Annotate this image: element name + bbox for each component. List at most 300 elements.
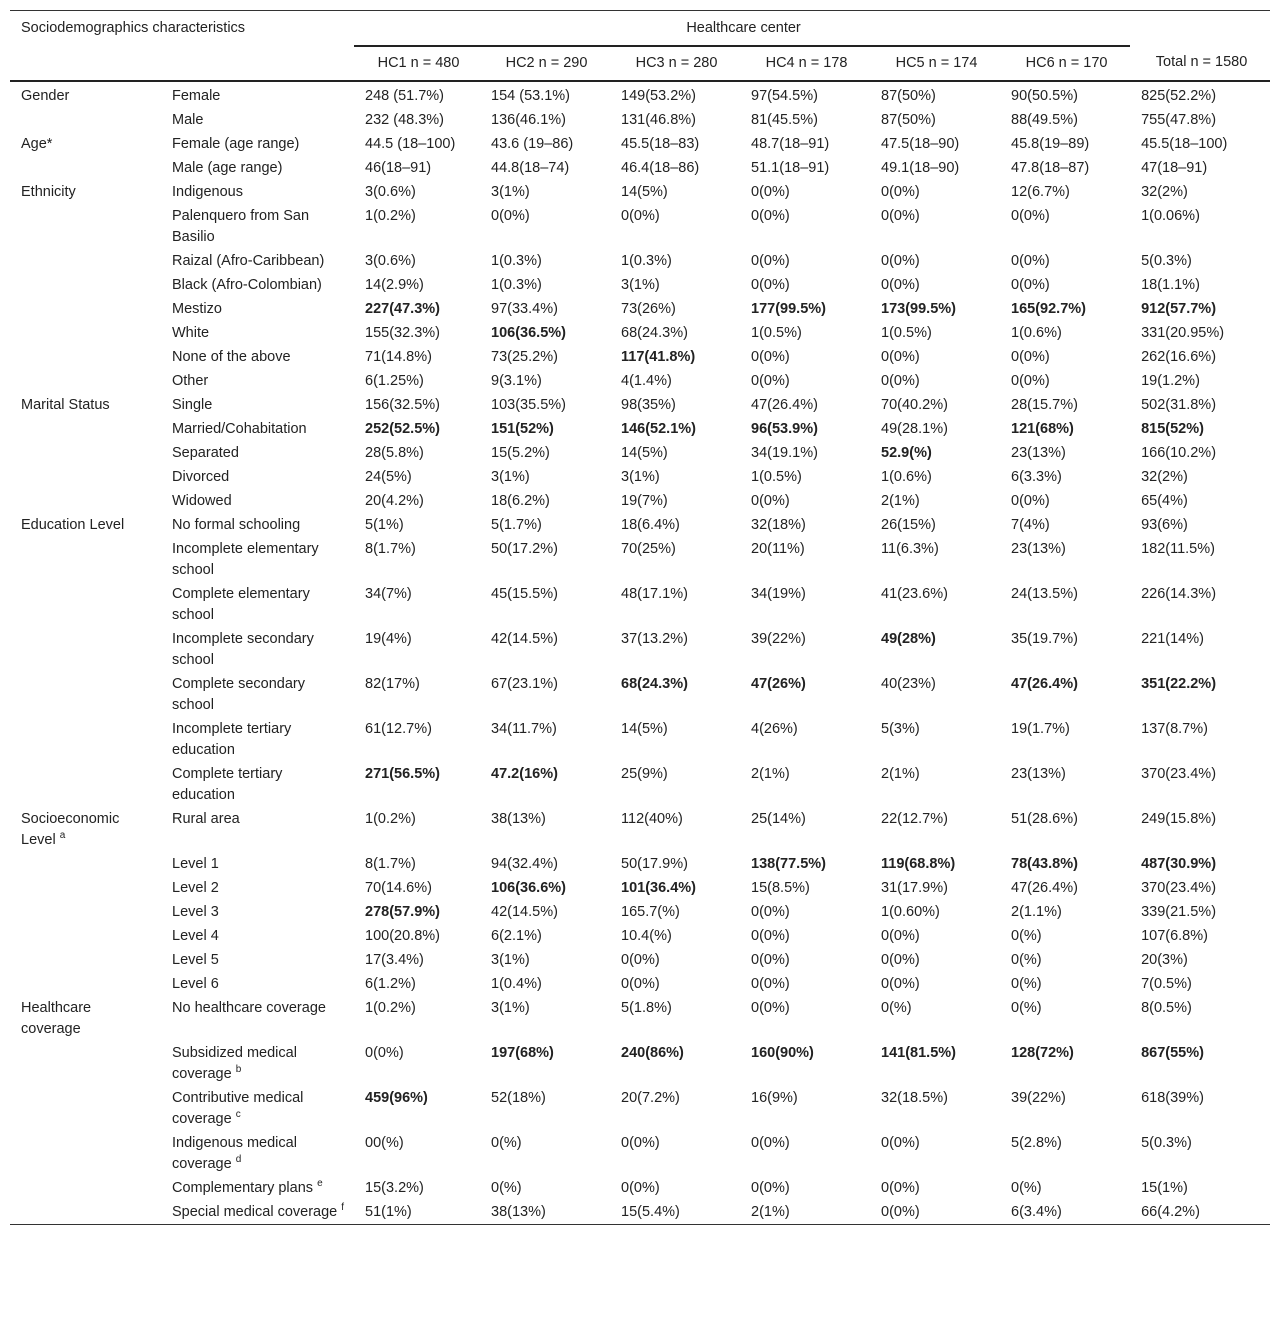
value-cell bbox=[1130, 924, 1270, 948]
table-row bbox=[10, 996, 1270, 1041]
table-row bbox=[10, 297, 1270, 321]
cell-value: 0(0%) bbox=[751, 976, 790, 992]
cell-value: 0(0%) bbox=[751, 253, 790, 269]
cell-value: 45.5(18–100) bbox=[1141, 136, 1228, 152]
value-cell bbox=[480, 465, 610, 489]
value-cell bbox=[1000, 948, 1130, 972]
cell-value: 20(7.2%) bbox=[621, 1090, 680, 1106]
cell-value: 12(6.7%) bbox=[1011, 184, 1070, 200]
value-cell bbox=[1000, 582, 1130, 627]
value-cell bbox=[1000, 204, 1130, 249]
value-cell bbox=[1130, 273, 1270, 297]
value-cell bbox=[354, 108, 480, 132]
row-label: Separated bbox=[172, 445, 239, 461]
row-label: Female (age range) bbox=[172, 136, 300, 152]
cell-value: 78(43.8%) bbox=[1011, 856, 1078, 872]
value-cell bbox=[1130, 900, 1270, 924]
value-cell bbox=[1000, 108, 1130, 132]
value-cell bbox=[870, 1176, 1000, 1200]
category-cell bbox=[10, 627, 161, 672]
table-row bbox=[10, 672, 1270, 717]
value-cell bbox=[870, 132, 1000, 156]
cell-value: 7(4%) bbox=[1011, 517, 1050, 533]
value-cell bbox=[354, 717, 480, 762]
row-label: No formal schooling bbox=[172, 517, 301, 533]
row-label-cell bbox=[161, 204, 354, 249]
value-cell bbox=[870, 996, 1000, 1041]
value-cell bbox=[480, 948, 610, 972]
cell-value: 67(23.1%) bbox=[491, 676, 558, 692]
value-cell bbox=[610, 996, 740, 1041]
cell-value: 1(0.5%) bbox=[751, 325, 802, 341]
value-cell bbox=[1000, 1176, 1130, 1200]
value-cell bbox=[740, 582, 870, 627]
cell-value: 32(18%) bbox=[751, 517, 806, 533]
value-cell bbox=[870, 1041, 1000, 1086]
value-cell bbox=[740, 996, 870, 1041]
value-cell bbox=[1000, 762, 1130, 807]
cell-value: 0(0%) bbox=[751, 1000, 790, 1016]
value-cell bbox=[1000, 1200, 1130, 1225]
value-cell bbox=[870, 180, 1000, 204]
category-cell bbox=[10, 876, 161, 900]
value-cell bbox=[610, 672, 740, 717]
cell-value: 1(0.06%) bbox=[1141, 208, 1200, 224]
row-label-cell bbox=[161, 321, 354, 345]
cell-value: 1(0.6%) bbox=[881, 469, 932, 485]
cell-value: 5(1.8%) bbox=[621, 1000, 672, 1016]
cell-value: 5(1.7%) bbox=[491, 517, 542, 533]
cell-value: 42(14.5%) bbox=[491, 904, 558, 920]
value-cell bbox=[354, 465, 480, 489]
cell-value: 70(14.6%) bbox=[365, 880, 432, 896]
row-label: Complete secondary school bbox=[172, 676, 305, 713]
cell-value: 17(3.4%) bbox=[365, 952, 424, 968]
cell-value: 8(0.5%) bbox=[1141, 1000, 1192, 1016]
value-cell bbox=[1000, 156, 1130, 180]
table-row bbox=[10, 1200, 1270, 1225]
cell-value: 0(0%) bbox=[751, 952, 790, 968]
cell-value: 0(0%) bbox=[751, 493, 790, 509]
row-label-cell bbox=[161, 273, 354, 297]
row-label-cell bbox=[161, 441, 354, 465]
value-cell bbox=[870, 1086, 1000, 1131]
category-cell bbox=[10, 807, 161, 852]
value-cell bbox=[1000, 717, 1130, 762]
cell-value: 61(12.7%) bbox=[365, 721, 432, 737]
cell-value: 1(0.3%) bbox=[491, 277, 542, 293]
category-label: Healthcare coverage bbox=[21, 1000, 92, 1037]
value-cell bbox=[1130, 672, 1270, 717]
cell-value: 9(3.1%) bbox=[491, 373, 542, 389]
cell-value: 0(0%) bbox=[621, 952, 660, 968]
table-row bbox=[10, 321, 1270, 345]
cell-value: 156(32.5%) bbox=[365, 397, 440, 413]
cell-value: 0(0%) bbox=[751, 349, 790, 365]
cell-value: 97(54.5%) bbox=[751, 88, 818, 104]
cell-value: 5(1%) bbox=[365, 517, 404, 533]
value-cell bbox=[1130, 297, 1270, 321]
row-label-cell bbox=[161, 465, 354, 489]
cell-value: 52.9(%) bbox=[881, 445, 932, 461]
cell-value: 32(2%) bbox=[1141, 184, 1188, 200]
table-row bbox=[10, 369, 1270, 393]
cell-value: 248 (51.7%) bbox=[365, 88, 445, 104]
cell-value: 0(0%) bbox=[881, 208, 920, 224]
value-cell bbox=[1130, 582, 1270, 627]
value-cell bbox=[610, 537, 740, 582]
table-row bbox=[10, 513, 1270, 537]
category-label: Ethnicity bbox=[21, 184, 76, 200]
cell-value: 5(0.3%) bbox=[1141, 253, 1192, 269]
row-label-cell bbox=[161, 249, 354, 273]
cell-value: 0(0%) bbox=[751, 373, 790, 389]
cell-value: 2(1%) bbox=[881, 766, 920, 782]
category-cell bbox=[10, 1086, 161, 1131]
category-cell bbox=[10, 948, 161, 972]
cell-value: 136(46.1%) bbox=[491, 112, 566, 128]
table-row bbox=[10, 393, 1270, 417]
row-label: Level 2 bbox=[172, 880, 219, 896]
row-label: Level 3 bbox=[172, 904, 219, 920]
value-cell bbox=[1000, 417, 1130, 441]
cell-value: 618(39%) bbox=[1141, 1090, 1204, 1106]
cell-value: 0(0%) bbox=[621, 976, 660, 992]
cell-value: 48(17.1%) bbox=[621, 586, 688, 602]
row-label-cell bbox=[161, 345, 354, 369]
cell-value: 107(6.8%) bbox=[1141, 928, 1208, 944]
value-cell bbox=[740, 465, 870, 489]
category-cell bbox=[10, 996, 161, 1041]
value-cell bbox=[870, 273, 1000, 297]
table-title: Sociodemographics characteristics bbox=[21, 20, 246, 36]
category-label: Gender bbox=[21, 88, 70, 104]
row-label: Mestizo bbox=[172, 301, 222, 317]
value-cell bbox=[354, 369, 480, 393]
value-cell bbox=[610, 465, 740, 489]
cell-value: 38(13%) bbox=[491, 1204, 546, 1220]
column-header: HC3 n = 280 bbox=[610, 46, 740, 81]
value-cell bbox=[480, 672, 610, 717]
value-cell bbox=[480, 627, 610, 672]
row-label-cell bbox=[161, 489, 354, 513]
category-label: Marital Status bbox=[21, 397, 110, 413]
value-cell bbox=[1130, 489, 1270, 513]
value-cell bbox=[1130, 180, 1270, 204]
cell-value: 100(20.8%) bbox=[365, 928, 440, 944]
cell-value: 112(40%) bbox=[621, 811, 683, 827]
category-cell bbox=[10, 762, 161, 807]
cell-value: 0(0%) bbox=[881, 1135, 920, 1151]
cell-value: 11(6.3%) bbox=[881, 541, 939, 557]
row-label: Incomplete elementary school bbox=[172, 541, 319, 578]
cell-value: 14(5%) bbox=[621, 445, 668, 461]
cell-value: 6(3.4%) bbox=[1011, 1204, 1062, 1220]
value-cell bbox=[1000, 807, 1130, 852]
value-cell bbox=[610, 924, 740, 948]
row-label: Level 6 bbox=[172, 976, 219, 992]
value-cell bbox=[480, 807, 610, 852]
value-cell bbox=[480, 321, 610, 345]
cell-value: 1(0.5%) bbox=[881, 325, 932, 341]
value-cell bbox=[870, 537, 1000, 582]
column-header: HC2 n = 290 bbox=[480, 46, 610, 81]
table-row bbox=[10, 273, 1270, 297]
value-cell bbox=[870, 489, 1000, 513]
row-label: Level 4 bbox=[172, 928, 219, 944]
table-row bbox=[10, 972, 1270, 996]
value-cell bbox=[740, 180, 870, 204]
cell-value: 151(52%) bbox=[491, 421, 554, 437]
value-cell bbox=[1000, 972, 1130, 996]
category-cell bbox=[10, 717, 161, 762]
value-cell bbox=[870, 852, 1000, 876]
value-cell bbox=[480, 537, 610, 582]
category-cell bbox=[10, 513, 161, 537]
value-cell bbox=[1130, 717, 1270, 762]
category-cell bbox=[10, 582, 161, 627]
value-cell bbox=[610, 1086, 740, 1131]
value-cell bbox=[354, 1200, 480, 1225]
cell-value: 00(%) bbox=[365, 1135, 404, 1151]
value-cell bbox=[740, 900, 870, 924]
cell-value: 0(0%) bbox=[751, 1135, 790, 1151]
cell-value: 44.8(18–74) bbox=[491, 160, 570, 176]
cell-value: 0(0%) bbox=[881, 184, 920, 200]
cell-value: 0(0%) bbox=[1011, 493, 1050, 509]
value-cell bbox=[610, 582, 740, 627]
row-label: Special medical coverage bbox=[172, 1204, 338, 1220]
value-cell bbox=[480, 1086, 610, 1131]
table-row bbox=[10, 582, 1270, 627]
value-cell bbox=[870, 204, 1000, 249]
value-cell bbox=[480, 369, 610, 393]
value-cell bbox=[870, 876, 1000, 900]
value-cell bbox=[354, 180, 480, 204]
cell-value: 165.7(%) bbox=[621, 904, 680, 920]
cell-value: 1(0.3%) bbox=[491, 253, 542, 269]
cell-value: 96(53.9%) bbox=[751, 421, 818, 437]
cell-value: 5(3%) bbox=[881, 721, 920, 737]
value-cell bbox=[480, 132, 610, 156]
value-cell bbox=[870, 1131, 1000, 1176]
value-cell bbox=[1000, 672, 1130, 717]
table-row bbox=[10, 417, 1270, 441]
value-cell bbox=[740, 876, 870, 900]
row-label: Level 1 bbox=[172, 856, 219, 872]
value-cell bbox=[610, 345, 740, 369]
cell-value: 5(0.3%) bbox=[1141, 1135, 1192, 1151]
value-cell bbox=[740, 717, 870, 762]
cell-value: 182(11.5%) bbox=[1141, 541, 1215, 557]
value-cell bbox=[1000, 441, 1130, 465]
value-cell bbox=[870, 156, 1000, 180]
value-cell bbox=[354, 852, 480, 876]
row-label: Male bbox=[172, 112, 204, 128]
value-cell bbox=[740, 156, 870, 180]
cell-value: 73(26%) bbox=[621, 301, 676, 317]
value-cell bbox=[740, 672, 870, 717]
value-cell bbox=[480, 924, 610, 948]
category-cell bbox=[10, 180, 161, 204]
value-cell bbox=[480, 900, 610, 924]
value-cell bbox=[740, 273, 870, 297]
cell-value: 0(%) bbox=[1011, 1000, 1042, 1016]
value-cell bbox=[1000, 249, 1130, 273]
cell-value: 40(23%) bbox=[881, 676, 936, 692]
value-cell bbox=[870, 948, 1000, 972]
value-cell bbox=[1000, 852, 1130, 876]
table-row bbox=[10, 489, 1270, 513]
cell-value: 18(6.4%) bbox=[621, 517, 680, 533]
cell-value: 0(%) bbox=[1011, 952, 1042, 968]
footnote-marker: e bbox=[317, 1178, 323, 1190]
cell-value: 106(36.5%) bbox=[491, 325, 566, 341]
row-label: Indigenous medical coverage bbox=[172, 1135, 297, 1172]
cell-value: 50(17.9%) bbox=[621, 856, 688, 872]
row-label-cell bbox=[161, 108, 354, 132]
value-cell bbox=[740, 1200, 870, 1225]
row-label-cell bbox=[161, 762, 354, 807]
column-header: HC4 n = 178 bbox=[740, 46, 870, 81]
row-label-cell bbox=[161, 627, 354, 672]
row-label-cell bbox=[161, 972, 354, 996]
value-cell bbox=[1130, 996, 1270, 1041]
value-cell bbox=[354, 972, 480, 996]
value-cell bbox=[1000, 132, 1130, 156]
value-cell bbox=[1130, 807, 1270, 852]
row-label-cell bbox=[161, 672, 354, 717]
cell-value: 0(%) bbox=[491, 1135, 522, 1151]
value-cell bbox=[354, 627, 480, 672]
cell-value: 20(11%) bbox=[751, 541, 805, 557]
category-cell bbox=[10, 900, 161, 924]
value-cell bbox=[1130, 1041, 1270, 1086]
value-cell bbox=[1000, 273, 1130, 297]
cell-value: 6(1.2%) bbox=[365, 976, 416, 992]
value-cell bbox=[1000, 924, 1130, 948]
category-label: Age* bbox=[21, 136, 53, 152]
row-label: White bbox=[172, 325, 210, 341]
value-cell bbox=[1000, 369, 1130, 393]
cell-value: 166(10.2%) bbox=[1141, 445, 1217, 461]
blank-header bbox=[1130, 11, 1270, 47]
category-cell bbox=[10, 132, 161, 156]
value-cell bbox=[1000, 81, 1130, 108]
cell-value: 14(5%) bbox=[621, 184, 668, 200]
value-cell bbox=[480, 249, 610, 273]
category-cell bbox=[10, 441, 161, 465]
value-cell bbox=[610, 321, 740, 345]
value-cell bbox=[740, 852, 870, 876]
value-cell bbox=[480, 852, 610, 876]
column-header: HC5 n = 174 bbox=[870, 46, 1000, 81]
value-cell bbox=[354, 441, 480, 465]
value-cell bbox=[354, 762, 480, 807]
value-cell bbox=[740, 627, 870, 672]
row-label-cell bbox=[161, 369, 354, 393]
value-cell bbox=[740, 441, 870, 465]
cell-value: 8(1.7%) bbox=[365, 856, 416, 872]
cell-value: 47(26.4%) bbox=[1011, 880, 1078, 896]
value-cell bbox=[1130, 393, 1270, 417]
value-cell bbox=[610, 441, 740, 465]
value-cell bbox=[480, 180, 610, 204]
value-cell bbox=[354, 672, 480, 717]
footnote-marker: c bbox=[235, 1109, 241, 1121]
cell-value: 0(0%) bbox=[751, 208, 790, 224]
table-row bbox=[10, 1176, 1270, 1200]
cell-value: 47(18–91) bbox=[1141, 160, 1208, 176]
value-cell bbox=[610, 1131, 740, 1176]
cell-value: 87(50%) bbox=[881, 112, 936, 128]
category-cell bbox=[10, 156, 161, 180]
value-cell bbox=[740, 369, 870, 393]
value-cell bbox=[480, 489, 610, 513]
row-label-cell bbox=[161, 717, 354, 762]
cell-value: 98(35%) bbox=[621, 397, 676, 413]
cell-value: 262(16.6%) bbox=[1141, 349, 1217, 365]
category-cell bbox=[10, 465, 161, 489]
value-cell bbox=[870, 924, 1000, 948]
cell-value: 0(0%) bbox=[621, 1135, 660, 1151]
cell-value: 20(4.2%) bbox=[365, 493, 424, 509]
value-cell bbox=[610, 627, 740, 672]
cell-value: 82(17%) bbox=[365, 676, 420, 692]
cell-value: 0(0%) bbox=[365, 1045, 404, 1061]
cell-value: 32(18.5%) bbox=[881, 1090, 948, 1106]
value-cell bbox=[1130, 249, 1270, 273]
table-row bbox=[10, 249, 1270, 273]
cell-value: 34(19%) bbox=[751, 586, 806, 602]
cell-value: 15(8.5%) bbox=[751, 880, 810, 896]
value-cell bbox=[1000, 465, 1130, 489]
value-cell bbox=[1130, 465, 1270, 489]
value-cell bbox=[354, 582, 480, 627]
cell-value: 38(13%) bbox=[491, 811, 546, 827]
cell-value: 3(1%) bbox=[491, 184, 530, 200]
cell-value: 44.5 (18–100) bbox=[365, 136, 456, 152]
cell-value: 19(1.7%) bbox=[1011, 721, 1070, 737]
cell-value: 18(1.1%) bbox=[1141, 277, 1200, 293]
footnote-marker: b bbox=[235, 1064, 242, 1076]
category-cell bbox=[10, 924, 161, 948]
value-cell bbox=[870, 345, 1000, 369]
value-cell bbox=[870, 972, 1000, 996]
cell-value: 197(68%) bbox=[491, 1045, 554, 1061]
category-cell bbox=[10, 1176, 161, 1200]
value-cell bbox=[740, 108, 870, 132]
cell-value: 271(56.5%) bbox=[365, 766, 440, 782]
cell-value: 221(14%) bbox=[1141, 631, 1204, 647]
category-cell bbox=[10, 972, 161, 996]
cell-value: 66(4.2%) bbox=[1141, 1204, 1200, 1220]
value-cell bbox=[740, 1041, 870, 1086]
row-label-cell bbox=[161, 996, 354, 1041]
value-cell bbox=[610, 948, 740, 972]
cell-value: 23(13%) bbox=[1011, 445, 1066, 461]
value-cell bbox=[870, 807, 1000, 852]
cell-value: 815(52%) bbox=[1141, 421, 1204, 437]
value-cell bbox=[480, 972, 610, 996]
value-cell bbox=[610, 1200, 740, 1225]
value-cell bbox=[1000, 900, 1130, 924]
value-cell bbox=[1130, 81, 1270, 108]
value-cell bbox=[354, 204, 480, 249]
value-cell bbox=[354, 321, 480, 345]
value-cell bbox=[354, 996, 480, 1041]
cell-value: 3(1%) bbox=[491, 469, 530, 485]
